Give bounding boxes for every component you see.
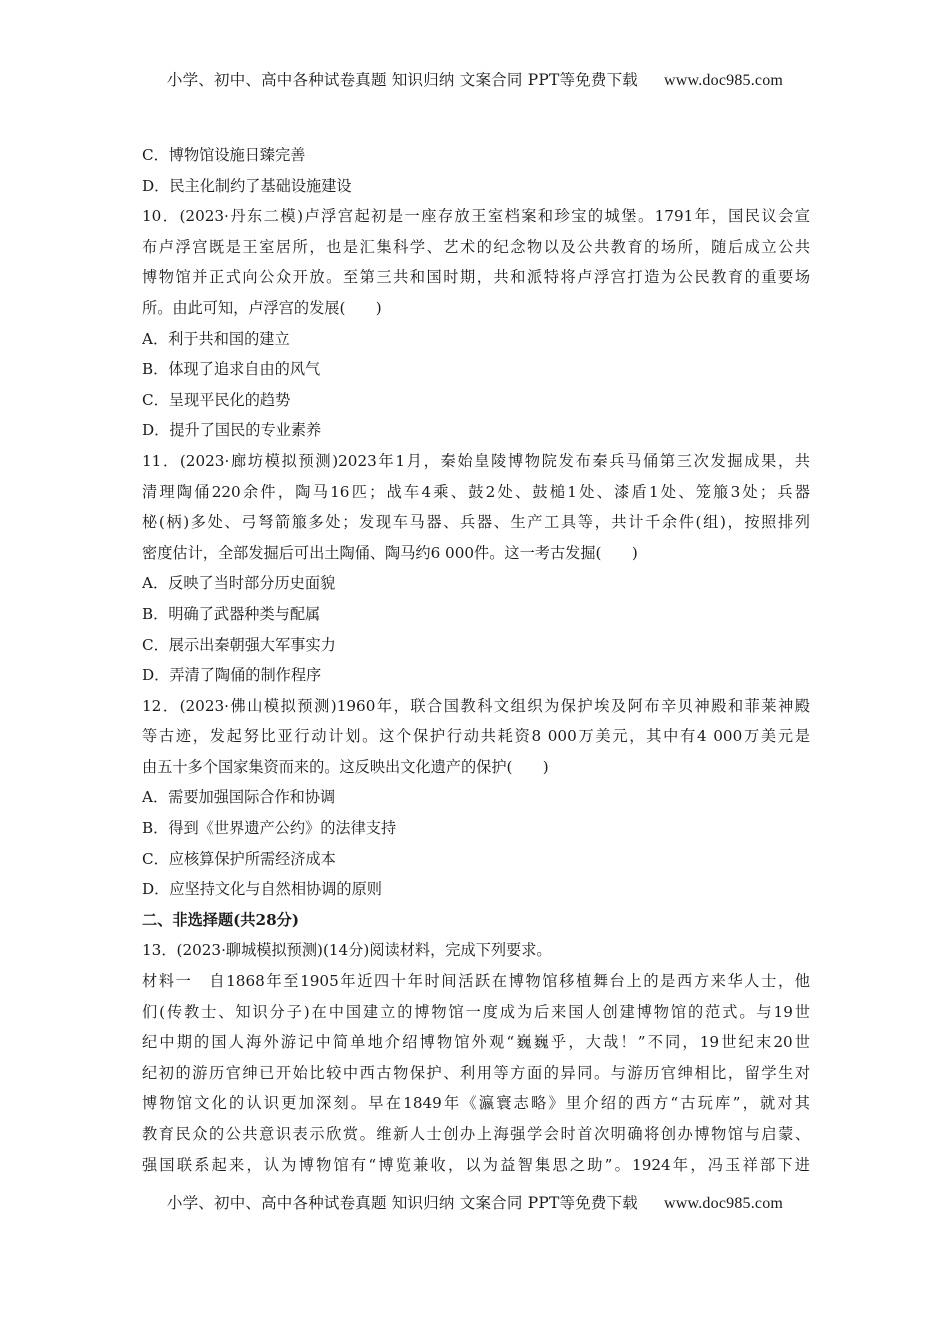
page-footer <box>0 1191 950 1213</box>
option-a-q11: A．反映了当时部分历史面貌 <box>142 574 336 593</box>
option-b-q12: B．得到《世界遗产公约》的法律支持 <box>142 819 397 838</box>
option-c-q11: C．展示出秦朝强大军事实力 <box>142 635 336 654</box>
section-heading-non-choice: 二、非选择题(共28分) <box>142 910 300 929</box>
question-10-line-2: 布卢浮宫既是王室居所，也是汇集科学、艺术的纪念物以及公共教育的场所，随后成立公共 <box>142 237 810 256</box>
option-b-q10: B．体现了追求自由的风气 <box>142 360 321 379</box>
question-12-line-3: 由五十多个国家集资而来的。这反映出文化遗产的保护( ) <box>142 757 549 776</box>
material-1-line-3: 纪中期的国人海外游记中简单地介绍博物馆外观“巍巍乎，大哉！”不同，19世纪末20世 <box>142 1033 810 1052</box>
material-1-line-6: 教育民众的公共意识表示欣赏。维新人士创办上海强学会时首次明确将创办博物馆与启蒙、 <box>142 1125 810 1143</box>
question-10-line-1: 10．(2023·丹东二模)卢浮宫起初是一座存放王室档案和珍宝的城堡。1791年，国民议会宣 <box>142 207 810 226</box>
document-body <box>142 140 810 1180</box>
material-1-line-1: 材料一 自1868年至1905年近四十年时间活跃在博物馆移植舞台上的是西方来华人士，他 <box>142 972 810 991</box>
question-11-line-3: 柲(柄)多处、弓弩箭箙多处；发现车马器、兵器、生产工具等，共计千余件(组)，按照排列 <box>142 513 810 532</box>
option-c-q9: C．博物馆设施日臻完善 <box>142 146 306 164</box>
option-a-q12: A．需要加强国际合作和协调 <box>142 788 336 807</box>
material-1-line-5: 博物馆文化的认识更加深刻。早在1849年《瀛寰志略》里介绍的西方“古玩库”，就对其 <box>142 1094 810 1113</box>
page-header <box>0 68 950 90</box>
header-site-link[interactable]: www.doc985.com <box>664 72 784 89</box>
material-1-line-2: 们(传教士、知识分子)在中国建立的博物馆一度成为后来国人创建博物馆的范式。与19世 <box>142 1002 810 1021</box>
question-10-line-4: 所。由此可知，卢浮宫的发展( ) <box>142 298 382 317</box>
option-d-q10: D．提升了国民的专业素养 <box>142 421 322 440</box>
header-text: 小学、初中、高中各种试卷真题 知识归纳 文案合同 PPT等免费下载 <box>166 71 638 89</box>
option-b-q11: B．明确了武器种类与配属 <box>142 604 321 623</box>
option-a-q10: A．利于共和国的建立 <box>142 329 290 348</box>
question-11-line-4: 密度估计，全部发掘后可出土陶俑、陶马约6 000件。这一考古发掘( ) <box>142 543 638 562</box>
option-c-q12: C．应核算保护所需经济成本 <box>142 849 336 868</box>
footer-site-link[interactable]: www.doc985.com <box>664 1195 784 1212</box>
material-1-line-4: 纪初的游历官绅已开始比较中西古物保护、利用等方面的异同。与游历官绅相比，留学生对 <box>142 1063 810 1082</box>
question-12-line-1: 12．(2023·佛山模拟预测)1960年，联合国教科文组织为保护埃及阿布辛贝神殿和菲莱神殿 <box>142 696 810 715</box>
question-11-line-2: 清理陶俑220余件，陶马16匹；战车4乘、鼓2处、鼓槌1处、漆盾1处、笼箙3处；兵器 <box>142 482 810 501</box>
question-10-line-3: 博物馆并正式向公众开放。至第三共和国时期，共和派特将卢浮宫打造为公民教育的重要场 <box>142 268 810 287</box>
material-1-line-7: 强国联系起来，认为博物馆有“博览兼收，以为益智集思之助”。1924年，冯玉祥部下进 <box>142 1155 810 1174</box>
option-d-q12: D．应坚持文化与自然相协调的原则 <box>142 880 382 899</box>
option-d-q9: D．民主化制约了基础设施建设 <box>142 176 352 195</box>
question-12-line-2: 等古迹，发起努比亚行动计划。这个保护行动共耗资8 000万美元，其中有4 000万美元是 <box>142 727 810 746</box>
footer-text: 小学、初中、高中各种试卷真题 知识归纳 文案合同 PPT等免费下载 <box>166 1194 638 1212</box>
question-13-intro: 13．(2023·聊城模拟预测)(14分)阅读材料，完成下列要求。 <box>142 941 552 960</box>
option-c-q10: C．呈现平民化的趋势 <box>142 390 291 409</box>
question-11-line-1: 11．(2023·廊坊模拟预测)2023年1月，秦始皇陵博物院发布秦兵马俑第三次发掘成果，共 <box>142 451 810 470</box>
option-d-q11: D．弄清了陶俑的制作程序 <box>142 666 322 685</box>
